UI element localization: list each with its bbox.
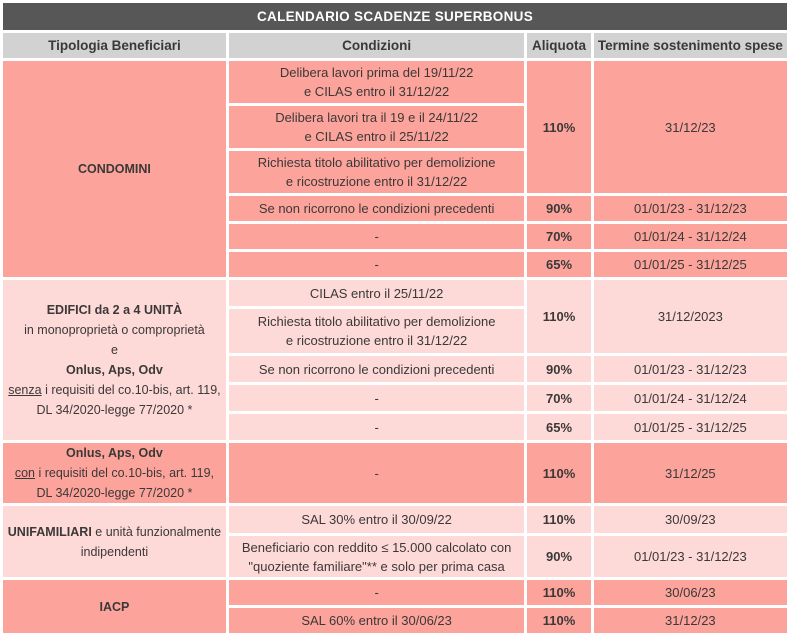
term-cell: 01/01/25 - 31/12/25	[594, 414, 787, 440]
term-cell: 31/12/23	[594, 61, 787, 193]
underlined-word: con	[14, 466, 35, 480]
column-header-beneficiari: Tipologia Beneficiari	[3, 33, 226, 58]
condition-line: e CILAS entro il 31/12/22	[303, 84, 450, 99]
beneficiary-line	[7, 463, 222, 503]
rate-cell: 70%	[527, 385, 590, 411]
beneficiary-iacp	[3, 580, 226, 633]
condition-line: Delibera lavori prima del 19/11/22	[279, 65, 474, 80]
condition-cell: Se non ricorrono le condizioni precedenti	[229, 196, 524, 221]
condition-cell: -	[229, 252, 524, 277]
underlined-word: senza	[8, 383, 42, 397]
term-cell: 31/12/2023	[594, 280, 787, 353]
rate-cell: 110%	[527, 506, 590, 533]
beneficiary-line: Onlus, Aps, Odv	[66, 446, 163, 460]
term-cell: 31/12/25	[594, 443, 787, 503]
rate-cell: 90%	[527, 196, 590, 221]
condition-line: e CILAS entro il 25/11/22	[304, 129, 449, 144]
condition-cell: -	[229, 385, 524, 411]
condition-line: Delibera lavori tra il 19 e il 24/11/22	[275, 110, 479, 125]
term-cell: 01/01/23 - 31/12/23	[594, 356, 787, 382]
condition-cell: CILAS entro il 25/11/22	[229, 280, 524, 306]
condition-line: e ricostruzione entro il 31/12/22	[285, 333, 468, 348]
condition-line: e ricostruzione entro il 31/12/22	[285, 174, 468, 189]
rate-cell: 110%	[527, 580, 590, 605]
table-header-row	[3, 33, 787, 58]
term-cell: 01/01/24 - 31/12/24	[594, 224, 787, 249]
beneficiary-label: CONDOMINI	[77, 162, 151, 176]
table-row	[3, 61, 787, 103]
beneficiary-text: i requisiti del co.10-bis, art. 119, DL 34/2020-legge 77/2020 *	[35, 466, 215, 500]
term-cell: 01/01/23 - 31/12/23	[594, 196, 787, 221]
condition-cell	[229, 106, 524, 148]
beneficiary-text: e unità funzionalmente indipendenti	[80, 524, 222, 559]
rate-cell: 110%	[527, 61, 590, 193]
column-header-termine: Termine sostenimento spese	[594, 33, 787, 58]
beneficiary-condomini	[3, 61, 226, 277]
beneficiary-label: UNIFAMILIARI	[7, 524, 92, 539]
beneficiary-unifamiliari	[3, 506, 226, 577]
rate-cell: 90%	[527, 356, 590, 382]
condition-line: "quoziente familiare"** e solo per prima casa	[248, 558, 505, 574]
rate-cell: 65%	[527, 414, 590, 440]
condition-cell: -	[229, 580, 524, 605]
term-cell: 30/09/23	[594, 506, 787, 533]
rate-cell: 110%	[527, 443, 590, 503]
beneficiary-edifici	[3, 280, 226, 440]
term-cell: 01/01/25 - 31/12/25	[594, 252, 787, 277]
condition-cell: -	[229, 414, 524, 440]
table-title: CALENDARIO SCADENZE SUPERBONUS	[3, 3, 787, 30]
condition-cell	[229, 309, 524, 353]
rate-cell: 110%	[527, 608, 590, 633]
condition-cell	[229, 61, 524, 103]
table-row	[3, 506, 787, 533]
condition-cell	[229, 536, 524, 577]
term-cell: 31/12/23	[594, 608, 787, 633]
beneficiary-line: in monoproprietà o comproprietà	[24, 323, 205, 337]
rate-cell: 110%	[527, 280, 590, 353]
beneficiary-line	[7, 380, 222, 420]
column-header-condizioni: Condizioni	[229, 33, 524, 58]
table-title-row	[3, 3, 787, 30]
condition-cell: -	[229, 224, 524, 249]
condition-cell: SAL 60% entro il 30/06/23	[229, 608, 524, 633]
rate-cell: 65%	[527, 252, 590, 277]
column-header-aliquota: Aliquota	[527, 33, 590, 58]
table-row	[3, 280, 787, 306]
table-row	[3, 443, 787, 503]
beneficiary-label: IACP	[99, 599, 130, 614]
condition-line: Beneficiario con reddito ≤ 15.000 calcolato con	[241, 539, 512, 555]
beneficiary-line: EDIFICI da 2 a 4 UNITÀ	[46, 303, 183, 317]
term-cell: 01/01/24 - 31/12/24	[594, 385, 787, 411]
rate-cell: 70%	[527, 224, 590, 249]
condition-cell: -	[229, 443, 524, 503]
condition-line: Richiesta titolo abilitativo per demolizione	[257, 155, 496, 170]
term-cell: 01/01/23 - 31/12/23	[594, 536, 787, 577]
beneficiary-line: Onlus, Aps, Odv	[66, 363, 163, 377]
beneficiary-onlus-con	[3, 443, 226, 503]
rate-cell: 90%	[527, 536, 590, 577]
beneficiary-text: i requisiti del co.10-bis, art. 119, DL 34/2020-legge 77/2020 *	[36, 383, 221, 417]
condition-cell: SAL 30% entro il 30/09/22	[229, 506, 524, 533]
beneficiary-line: e	[110, 343, 118, 357]
table-row	[3, 580, 787, 605]
condition-cell: Se non ricorrono le condizioni precedenti	[229, 356, 524, 382]
term-cell: 30/06/23	[594, 580, 787, 605]
condition-line: Richiesta titolo abilitativo per demolizione	[257, 314, 496, 329]
condition-cell	[229, 151, 524, 193]
